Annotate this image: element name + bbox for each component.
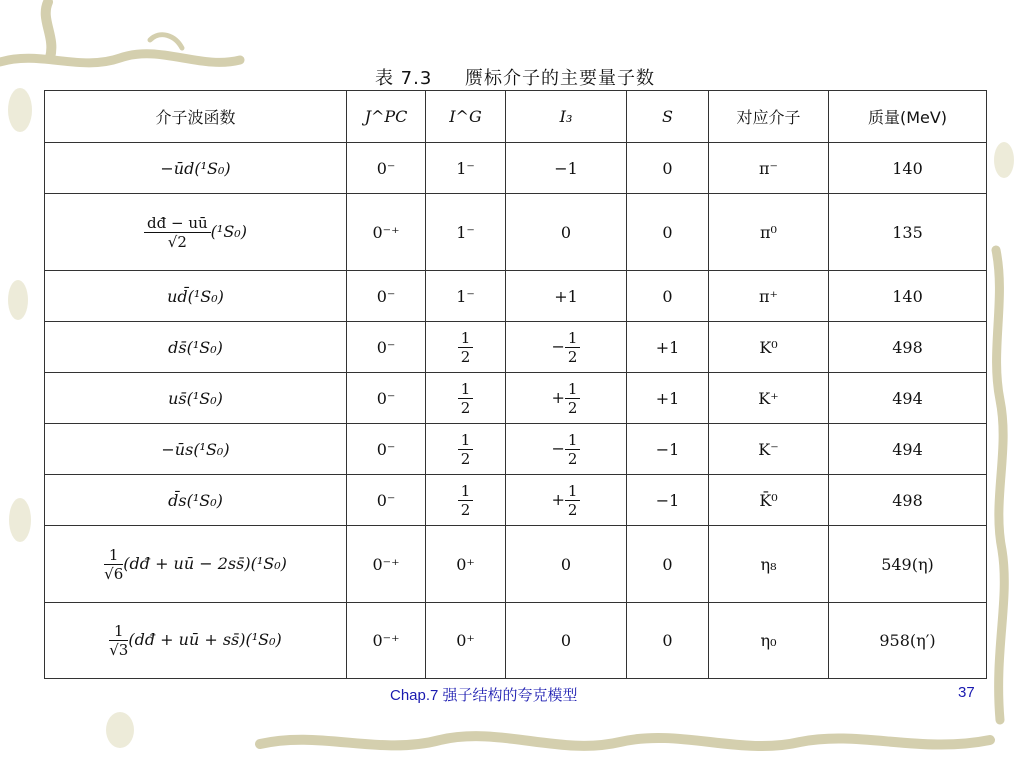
meson-cell: K⁻ xyxy=(709,424,829,475)
ig-cell: $\frac{1}{2}$ xyxy=(426,322,506,373)
jpc-cell: 0⁻⁺ xyxy=(347,526,426,603)
header-row xyxy=(45,91,987,143)
header-ig: I^G xyxy=(426,91,506,143)
wavefunction-cell: ds̄(¹S₀) xyxy=(45,322,347,373)
s-cell: 0 xyxy=(627,143,709,194)
i3-cell: − $\frac{1}{2}$ xyxy=(506,322,627,373)
mass-cell: 494 xyxy=(829,373,987,424)
s-cell: 0 xyxy=(627,271,709,322)
s-cell: −1 xyxy=(627,424,709,475)
s-cell: 0 xyxy=(627,194,709,271)
header-jpc: J^PC xyxy=(347,91,426,143)
table-row xyxy=(45,526,987,603)
table-row xyxy=(45,271,987,322)
ig-cell: 1⁻ xyxy=(426,271,506,322)
jpc-cell: 0⁻ xyxy=(347,373,426,424)
table-row xyxy=(45,424,987,475)
wavefunction-cell: −ūd(¹S₀) xyxy=(45,143,347,194)
s-cell: 0 xyxy=(627,603,709,679)
meson-cell: K⁰ xyxy=(709,322,829,373)
meson-cell: η₈ xyxy=(709,526,829,603)
i3-cell: 0 xyxy=(506,603,627,679)
i3-cell: − $\frac{1}{2}$ xyxy=(506,424,627,475)
table-caption xyxy=(44,64,986,90)
ig-cell: $\frac{1}{2}$ xyxy=(426,475,506,526)
wavefunction-cell: us̄(¹S₀) xyxy=(45,373,347,424)
ig-cell: 1⁻ xyxy=(426,194,506,271)
ig-cell: 0⁺ xyxy=(426,603,506,679)
meson-cell: K⁺ xyxy=(709,373,829,424)
table-title: 赝标介子的主要量子数 xyxy=(465,68,656,89)
ig-cell: $\frac{1}{2}$ xyxy=(426,424,506,475)
mass-cell: 498 xyxy=(829,322,987,373)
meson-cell: π⁻ xyxy=(709,143,829,194)
jpc-cell: 0⁻ xyxy=(347,322,426,373)
mass-cell: 549(η) xyxy=(829,526,987,603)
i3-cell: + $\frac{1}{2}$ xyxy=(506,373,627,424)
table-row xyxy=(45,322,987,373)
wavefunction-cell: $\frac{1}{√6}$ (dđ + uū − 2ss̄)(¹S₀) xyxy=(45,526,347,603)
jpc-cell: 0⁻ xyxy=(347,424,426,475)
table-row xyxy=(45,373,987,424)
mass-cell: 498 xyxy=(829,475,987,526)
mass-cell: 140 xyxy=(829,271,987,322)
i3-cell: + $\frac{1}{2}$ xyxy=(506,475,627,526)
jpc-cell: 0⁻⁺ xyxy=(347,603,426,679)
header-meson: 对应介子 xyxy=(709,91,829,143)
s-cell: −1 xyxy=(627,475,709,526)
mass-cell: 958(η′) xyxy=(829,603,987,679)
i3-cell: +1 xyxy=(506,271,627,322)
wavefunction-cell: $\frac{1}{√3}$ (dđ + uū + ss̄)(¹S₀) xyxy=(45,603,347,679)
header-i3: I₃ xyxy=(506,91,627,143)
jpc-cell: 0⁻⁺ xyxy=(347,194,426,271)
jpc-cell: 0⁻ xyxy=(347,271,426,322)
i3-cell: −1 xyxy=(506,143,627,194)
table-row xyxy=(45,194,987,271)
table-row xyxy=(45,475,987,526)
slide-footer-title: Chap.7 强子结构的夸克模型 xyxy=(390,687,578,704)
meson-cell: π⁰ xyxy=(709,194,829,271)
wavefunction-cell: −ūs(¹S₀) xyxy=(45,424,347,475)
jpc-cell: 0⁻ xyxy=(347,143,426,194)
mass-cell: 494 xyxy=(829,424,987,475)
wavefunction-cell: d̄s(¹S₀) xyxy=(45,475,347,526)
header-wavefunction: 介子波函数 xyxy=(45,91,347,143)
meson-cell: η₀ xyxy=(709,603,829,679)
header-s: S xyxy=(627,91,709,143)
jpc-cell: 0⁻ xyxy=(347,475,426,526)
table-row xyxy=(45,603,987,679)
mass-cell: 135 xyxy=(829,194,987,271)
i3-cell: 0 xyxy=(506,194,627,271)
s-cell: +1 xyxy=(627,322,709,373)
quantum-numbers-table xyxy=(44,90,987,679)
s-cell: 0 xyxy=(627,526,709,603)
header-mass: 质量(MeV) xyxy=(829,91,987,143)
ig-cell: 1⁻ xyxy=(426,143,506,194)
mass-cell: 140 xyxy=(829,143,987,194)
ig-cell: 0⁺ xyxy=(426,526,506,603)
s-cell: +1 xyxy=(627,373,709,424)
wavefunction-cell: $\frac{dđ - uū}{√2}$ (¹S₀) xyxy=(45,194,347,271)
ig-cell: $\frac{1}{2}$ xyxy=(426,373,506,424)
wavefunction-cell: ud̄(¹S₀) xyxy=(45,271,347,322)
meson-cell: K̄⁰ xyxy=(709,475,829,526)
meson-cell: π⁺ xyxy=(709,271,829,322)
slide-page-number: 37 xyxy=(958,684,975,701)
i3-cell: 0 xyxy=(506,526,627,603)
table-row xyxy=(45,143,987,194)
table-number: 表 7.3 xyxy=(374,68,433,89)
